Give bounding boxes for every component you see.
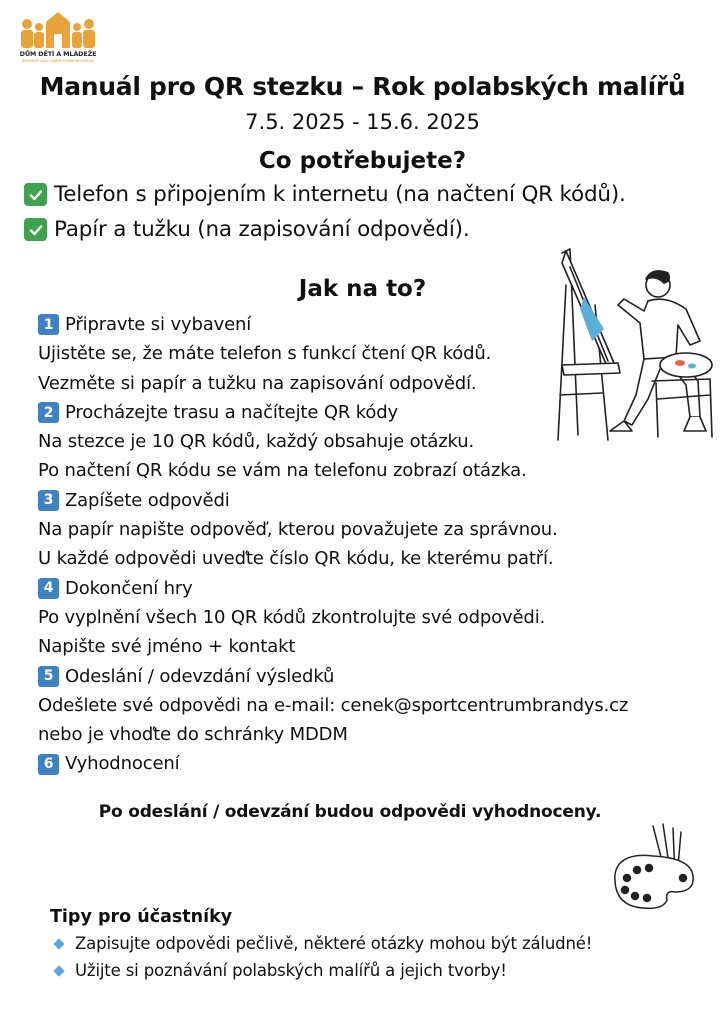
step-title-text: Odeslání / odevzdání výsledků (65, 665, 335, 687)
step-title-text: Zapíšete odpovědi (65, 489, 230, 511)
number-4-icon: 4 (38, 578, 59, 599)
step-title-text: Dokončení hry (65, 577, 193, 599)
number-6-icon: 6 (38, 754, 59, 775)
house-people-icon (18, 10, 98, 50)
painter-illustration (540, 245, 720, 445)
step-title-text: Vyhodnocení (65, 753, 180, 775)
diamond-bullet-icon (53, 938, 64, 949)
final-note: Po odeslání / odevzání budou odpovědi vyhodnoceny. (98, 802, 602, 822)
tip-item (52, 934, 592, 953)
step-line: Na papír napište odpověď, kterou považujete za správnou. (38, 519, 558, 541)
step-line: Po vyplnění všech 10 QR kódů zkontrolujte své odpovědi. (38, 606, 546, 628)
number-2-icon: 2 (38, 402, 59, 423)
palette-illustration (605, 822, 700, 912)
check-icon (24, 218, 47, 241)
need-item-text: Papír a tužku (na zapisování odpovědí). (54, 217, 470, 242)
howto-heading: Jak na to? (298, 276, 427, 302)
step-line: Vezměte si papír a tužku na zapisování odpovědí. (38, 372, 477, 394)
step-title (38, 486, 628, 515)
tip-text: Užijte si poznávání polabských malířů a jejich tvorby! (75, 961, 507, 980)
step-title (38, 749, 628, 778)
step-title-text: Procházejte trasu a načítejte QR kódy (65, 401, 399, 423)
step-line: nebo je vhoďte do schránky MDDM (38, 724, 348, 746)
step-line: U každé odpovědi uveďte číslo QR kódu, ke kterému patří. (38, 548, 554, 570)
need-item (24, 182, 626, 207)
needs-heading: Co potřebujete? (258, 148, 467, 174)
ddm-logo (18, 10, 98, 66)
logo-name: DŮM DĚTÍ A MLÁDEŽE (19, 50, 97, 58)
step-title (38, 574, 628, 603)
tip-text: Zapisujte odpovědi pečlivě, některé otázky mohou být záludné! (75, 934, 593, 953)
step-line: Napište své jméno + kontakt (38, 636, 296, 658)
tips-heading: Tipy pro účastníky (50, 907, 233, 927)
step-line: Ujistěte se, že máte telefon s funkcí čtení QR kódů. (38, 343, 492, 365)
step-line: Odešlete své odpovědi na e-mail: cenek@sportcentrumbrandys.cz (38, 694, 629, 716)
step-line: Po načtení QR kódu se vám na telefonu zobrazí otázka. (38, 460, 527, 482)
page-title: Manuál pro QR stezku – Rok polabských malířů (39, 72, 686, 101)
check-icon (24, 183, 47, 206)
tip-item (52, 961, 507, 980)
date-range: 7.5. 2025 - 15.6. 2025 (245, 110, 480, 134)
need-item (24, 217, 469, 242)
step-title (38, 662, 628, 691)
logo-subtitle: BRANDÝS NAD LABEM-STARÁ BOLESLAV (21, 59, 95, 63)
need-item-text: Telefon s připojením k internetu (na načtení QR kódů). (54, 182, 626, 207)
number-5-icon: 5 (38, 666, 59, 687)
number-1-icon: 1 (38, 314, 59, 335)
diamond-bullet-icon (53, 965, 64, 976)
step-line: Na stezce je 10 QR kódů, každý obsahuje otázku. (38, 431, 475, 453)
number-3-icon: 3 (38, 490, 59, 511)
step-title-text: Připravte si vybavení (65, 314, 252, 335)
